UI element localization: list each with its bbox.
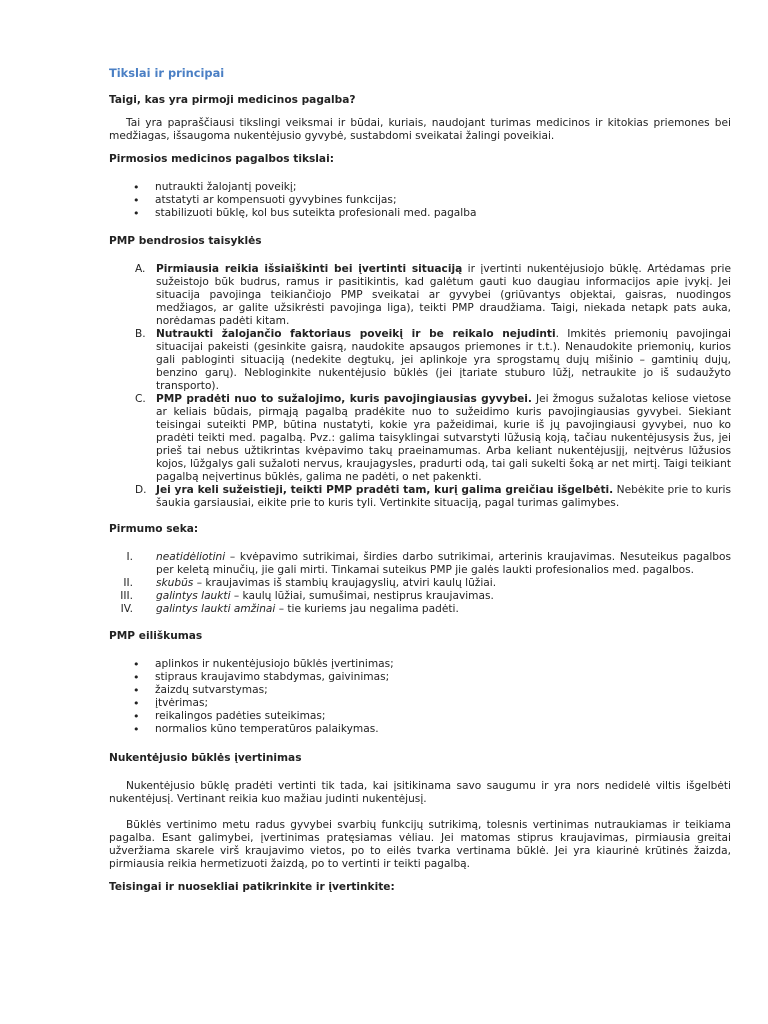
document-content bbox=[109, 62, 731, 894]
order-list bbox=[109, 658, 731, 736]
rule-text: Nebėkite prie to kuris šaukia garsiausiai, eikite prie to kuris tyli. Vertinkite situaciją, pagal turimas galimybes. bbox=[156, 484, 731, 509]
list-item: • stipraus kraujavimo stabdymas, gaivinimas; bbox=[133, 671, 731, 684]
priority-item bbox=[109, 603, 731, 616]
rule-item bbox=[109, 263, 731, 328]
list-item: • aplinkos ir nukentėjusiojo būklės įvertinimas; bbox=[133, 658, 731, 671]
list-item: • nutraukti žalojantį poveikį; bbox=[133, 181, 731, 194]
list-item: • reikalingos padėties suteikimas; bbox=[133, 710, 731, 723]
rules-list bbox=[109, 263, 731, 510]
assessment-paragraph-2: Būklės vertinimo metu radus gyvybei svarbių funkcijų sutrikimą, tolesnis vertinimas nutraukiamas ir teikiama pagalba. Esant galimybei, įvertinimas pratęsiamas vėliau. Jei matomas stiprus kraujavimas, pirmiausia greitai užveržiama skarele virš kraujavimo vietos, po to eilės tvarka vertinama būklė. Jei yra kiaurinė krūtinės žaizda, pirmiausia reikia hermetizuoti žaizdą, po to vertinti ir teikti pagalbą. bbox=[109, 819, 731, 870]
list-marker: IV. bbox=[120, 603, 133, 615]
priority-text: – kvėpavimo sutrikimai, širdies darbo sutrikimai, arterinis kraujavimas. Nesuteikus pagalbos per keletą minučių, jie gali mirti. Tinkamai suteikus PMP jie galės laukti profesionalios med. pagalbos. bbox=[156, 551, 731, 576]
check-heading: Teisingai ir nuosekliai patikrinkite ir įvertinkite: bbox=[109, 881, 395, 893]
list-item: • atstatyti ar kompensuoti gyvybines funkcijas; bbox=[133, 194, 731, 207]
priority-text: – kaulų lūžiai, sumušimai, nestiprus kraujavimas. bbox=[230, 590, 494, 602]
rule-lead: Jei yra keli sužeistieji, teikti PMP pradėti tam, kurį galima greičiau išgelbėti. bbox=[156, 484, 614, 496]
assessment-heading: Nukentėjusio būklės įvertinimas bbox=[109, 752, 302, 764]
list-item: • įtvėrimas; bbox=[133, 697, 731, 710]
priority-term: galintys laukti amžinai bbox=[156, 603, 276, 615]
order-heading: PMP eiliškumas bbox=[109, 630, 203, 642]
priority-item bbox=[109, 590, 731, 603]
priority-term: skubūs bbox=[156, 577, 194, 589]
rule-lead: PMP pradėti nuo to sužalojimo, kuris pavojingiausias gyvybei. bbox=[156, 393, 532, 405]
priority-item bbox=[109, 577, 731, 590]
section-title: Tikslai ir principai bbox=[109, 66, 225, 80]
list-marker: I. bbox=[126, 551, 133, 563]
list-marker: III. bbox=[120, 590, 133, 602]
priority-term: neatidėliotini bbox=[156, 551, 226, 563]
priority-heading: Pirmumo seka: bbox=[109, 523, 199, 535]
list-marker: II. bbox=[123, 577, 133, 589]
list-marker: A. bbox=[135, 263, 146, 275]
rule-item bbox=[109, 328, 731, 393]
list-marker: C. bbox=[135, 393, 146, 405]
rule-item bbox=[109, 484, 731, 510]
rule-text: ir įvertinti nukentėjusiojo būklę. Artėdamas prie sužeistojo būk budrus, ramus ir pasitikintis, kad galėtum gauti kuo daugiau informacijos apie įvykį. Jei situacija pavojinga teikiančiojo PMP sveikatai ar gyvybei (griūvantys objektai, gaisras, nuodingos medžiagos, ar galite užsikrėsti pavojinga liga), teikti PMP draudžiama. Taigi, niekada netapk pats auka, norėdamas padėti kitam. bbox=[156, 263, 731, 327]
priority-list bbox=[109, 551, 731, 616]
list-item: • žaizdų sutvarstymas; bbox=[133, 684, 731, 697]
assessment-paragraph-1: Nukentėjusio būklę pradėti vertinti tik tada, kai įsitikinama savo saugumu ir yra nors nedidelė viltis išgelbėti nukentėjusį. Vertinant reikia kuo mažiau judinti nukentėjusį. bbox=[109, 780, 731, 805]
list-item: • normalios kūno temperatūros palaikymas. bbox=[133, 723, 731, 736]
rule-text: Jei žmogus sužalotas keliose vietose ar keliais būdais, pirmąją pagalbą pradėkite nuo to sužeidimo kuris pavojingiausias gyvybei. Siekiant teisingai suteikti PMP, būtina nustatyti, kokie yra pažeidimai, kurie iš jų pavojingiausi gyvybei, nuo ko pradėti teikti med. pagalbą. Pvz.: galima taisyklingai sutvarstyti lūžusią koją, tačiau nukentėjusysis žus, jei prieš tai nebus užtikrintas kvėpavimo takų praeinamumas. Arba keliant nukentėjusįjį, neįtvėrus lūžusios kojos, lūžgalys gali sužaloti nervus, kraujagysles, pradurti odą, tai gali sukelti šoką ar net mirtį. Taigi teikiant pagalbą neįvertinus būklės, galima ne padėti, o net pakenkti. bbox=[156, 393, 731, 483]
priority-item bbox=[109, 551, 731, 577]
rule-item bbox=[109, 393, 731, 484]
list-marker: B. bbox=[135, 328, 146, 340]
list-marker: D. bbox=[135, 484, 147, 496]
rule-text: . Imkitės priemonių pavojingai situacijai pakeisti (gesinkite gaisrą, naudokite apsaugos priemones ir t.t.). Nenaudokite priemonių, kurios gali pabloginti situaciją (nedekite degtukų, jei aplinkoje yra sprogstamų dujų mišinio – gamtinių dujų, benzino garų). Nebloginkite nukentėjusio būklės (jei įtariate stuburo lūžį, netraukite jo iš sudaužyto transporto). bbox=[156, 328, 731, 392]
intro-paragraph: Tai yra papraščiausi tikslingi veiksmai ir būdai, kuriais, naudojant turimas medicinos ir kitokias priemones bei medžiagas, išsaugoma nukentėjusio gyvybė, sustabdomi sveikatai žalingi poveikiai. bbox=[109, 117, 731, 142]
priority-text: – tie kuriems jau negalima padėti. bbox=[275, 603, 459, 615]
priority-term: galintys laukti bbox=[156, 590, 231, 602]
list-item: • stabilizuoti būklę, kol bus suteikta profesionali med. pagalba bbox=[133, 207, 731, 220]
priority-text: – kraujavimas iš stambių kraujagyslių, atviri kaulų lūžiai. bbox=[193, 577, 497, 589]
rule-lead: Nutraukti žalojančio faktoriaus poveikį ir be reikalo nejudinti bbox=[156, 328, 556, 340]
goals-heading: Pirmosios medicinos pagalbos tikslai: bbox=[109, 153, 334, 165]
rules-heading: PMP bendrosios taisyklės bbox=[109, 235, 262, 247]
question-heading: Taigi, kas yra pirmoji medicinos pagalba? bbox=[109, 94, 356, 106]
goals-list bbox=[109, 181, 731, 220]
rule-lead: Pirmiausia reikia išsiaiškinti bei įvertinti situaciją bbox=[156, 263, 463, 275]
